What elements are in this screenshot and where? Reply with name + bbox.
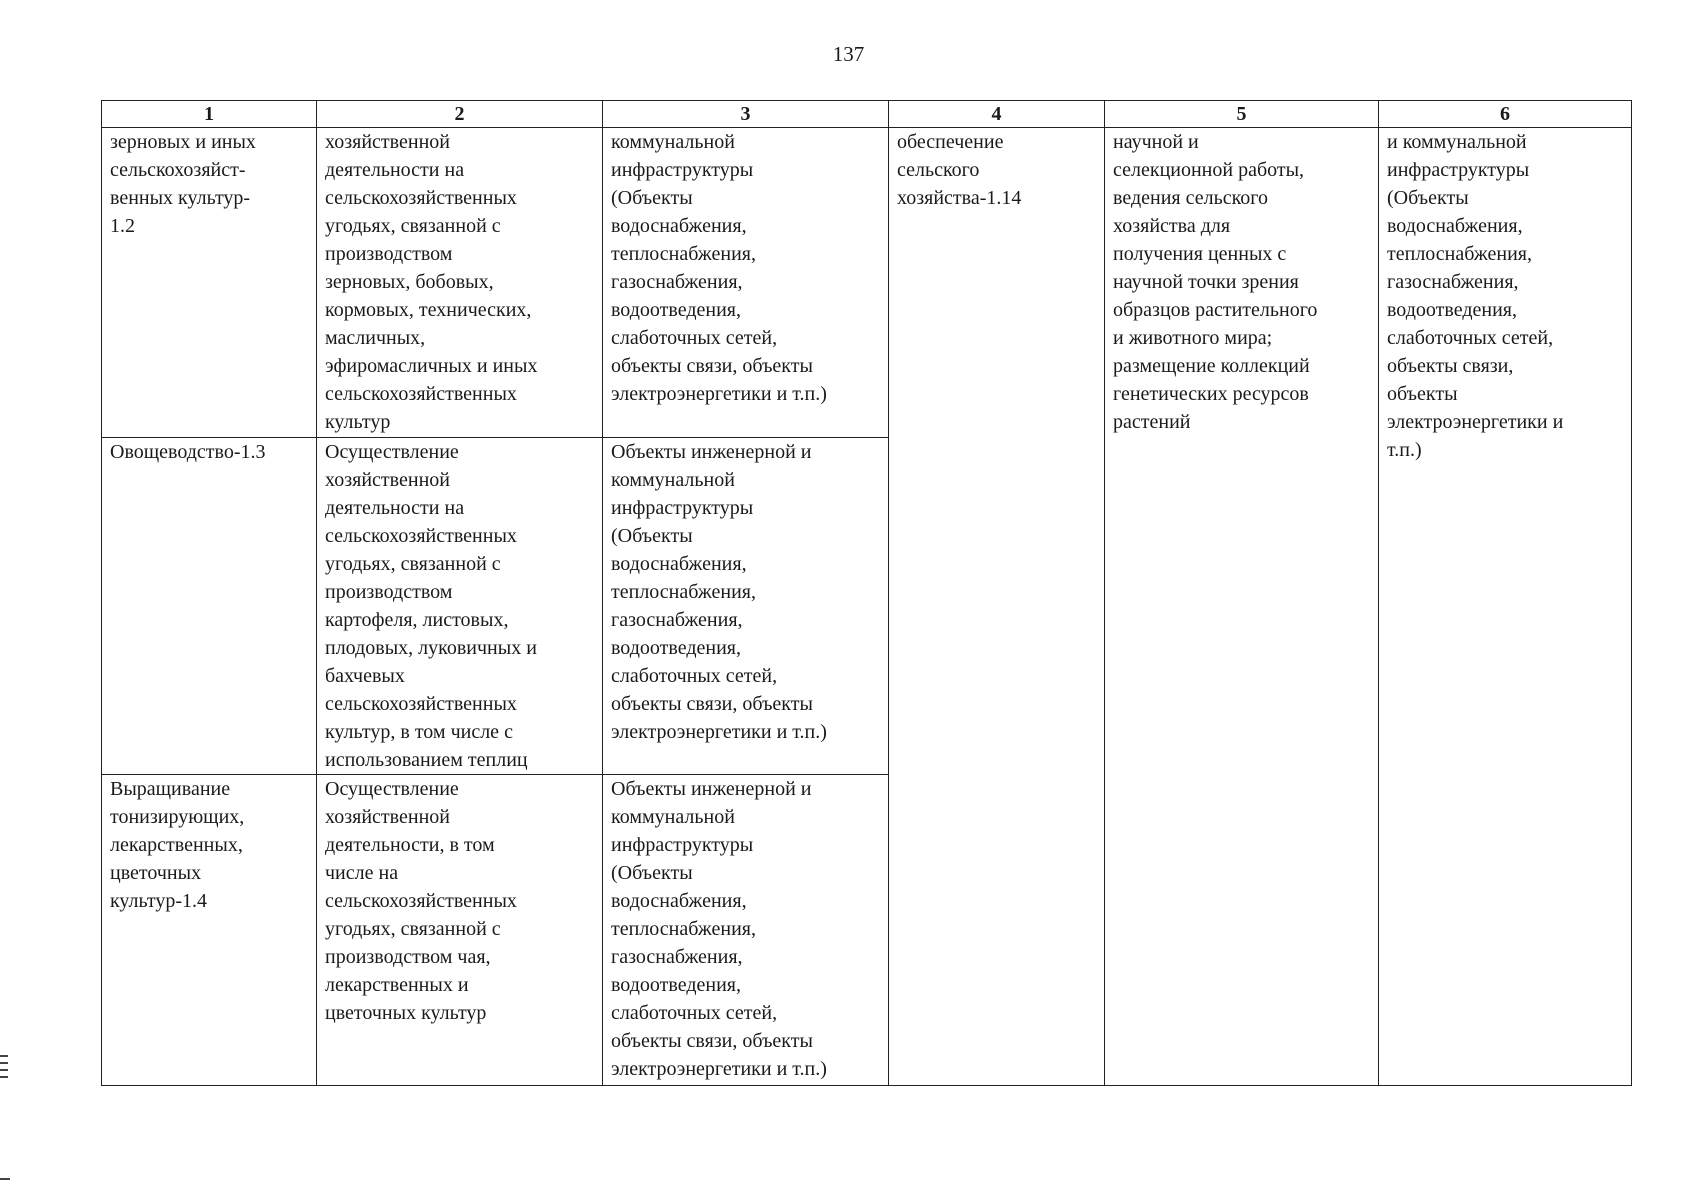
page-number: 137 xyxy=(832,42,865,66)
zoning-table xyxy=(101,100,1632,1086)
table-cell xyxy=(102,775,317,1086)
table-cell xyxy=(1105,128,1379,1086)
cell-text: и коммунальной инфраструктуры (Объекты водоснабжения, теплоснабжения, газоснабжения, водоотведения, слаботочных сетей, объекты связи, объекты электроэнергетики и т.п.) xyxy=(1387,131,1564,461)
cell-text: Объекты инженерной и коммунальной инфраструктуры (Объекты водоснабжения, теплоснабжения, газоснабжения, водоотведения, слаботочных сетей, объекты связи, объекты электроэнергетики и т.п.) xyxy=(611,778,827,1080)
cell-text: Осуществление хозяйственной деятельности, в том числе на сельскохозяйственных угодьях, связанной с производством чая, лекарственных и цветочных культур xyxy=(325,778,517,1024)
cell-text: хозяйственной деятельности на сельскохозяйственных угодьях, связанной с производством зерновых, бобовых, кормовых, технических, масличных, эфиромасличных и иных сельскохозяйственных культур xyxy=(325,131,538,433)
table-row xyxy=(102,128,1632,438)
scan-mark xyxy=(0,1055,8,1057)
column-header-1: 1 xyxy=(102,101,317,128)
table-cell xyxy=(317,775,603,1086)
column-header-4: 4 xyxy=(889,101,1105,128)
table-cell xyxy=(317,128,603,438)
column-header-2: 2 xyxy=(317,101,603,128)
table-cell xyxy=(102,438,317,775)
scan-mark xyxy=(0,1062,8,1064)
scan-margin-dash xyxy=(0,1178,10,1180)
scan-mark xyxy=(0,1076,8,1078)
cell-text: научной и селекционной работы, ведения сельского хозяйства для получения ценных с научной точки зрения образцов растительного и животного мира; размещение коллекций генетических ресурсов растений xyxy=(1113,131,1318,433)
scan-mark xyxy=(0,1069,8,1071)
table-cell xyxy=(102,128,317,438)
cell-text: Осуществление хозяйственной деятельности на сельскохозяйственных угодьях, связанной с производством картофеля, листовых, плодовых, луковичных и бахчевых сельскохозяйственных культур, в том числе с использованием теплиц xyxy=(325,441,537,771)
cell-text: зерновых и иных сельскохозяйст- венных культур- 1.2 xyxy=(110,131,256,237)
table-cell xyxy=(317,438,603,775)
table-cell xyxy=(889,128,1105,1086)
column-header-6: 6 xyxy=(1379,101,1632,128)
column-header-5: 5 xyxy=(1105,101,1379,128)
column-header-3: 3 xyxy=(603,101,889,128)
cell-text: Выращивание тонизирующих, лекарственных, цветочных культур-1.4 xyxy=(110,778,245,912)
cell-text: Овощеводство-1.3 xyxy=(110,441,266,463)
cell-text: Объекты инженерной и коммунальной инфраструктуры (Объекты водоснабжения, теплоснабжения, газоснабжения, водоотведения, слаботочных сетей, объекты связи, объекты электроэнергетики и т.п.) xyxy=(611,441,827,743)
table-cell xyxy=(603,128,889,438)
cell-text: обеспечение сельского хозяйства-1.14 xyxy=(897,131,1022,209)
cell-text: коммунальной инфраструктуры (Объекты водоснабжения, теплоснабжения, газоснабжения, водоотведения, слаботочных сетей, объекты связи, объекты электроэнергетики и т.п.) xyxy=(611,131,827,405)
table-header-row xyxy=(102,101,1632,128)
table-cell xyxy=(1379,128,1632,1086)
table-cell xyxy=(603,775,889,1086)
table-cell xyxy=(603,438,889,775)
scan-margin-marks xyxy=(0,1055,10,1083)
